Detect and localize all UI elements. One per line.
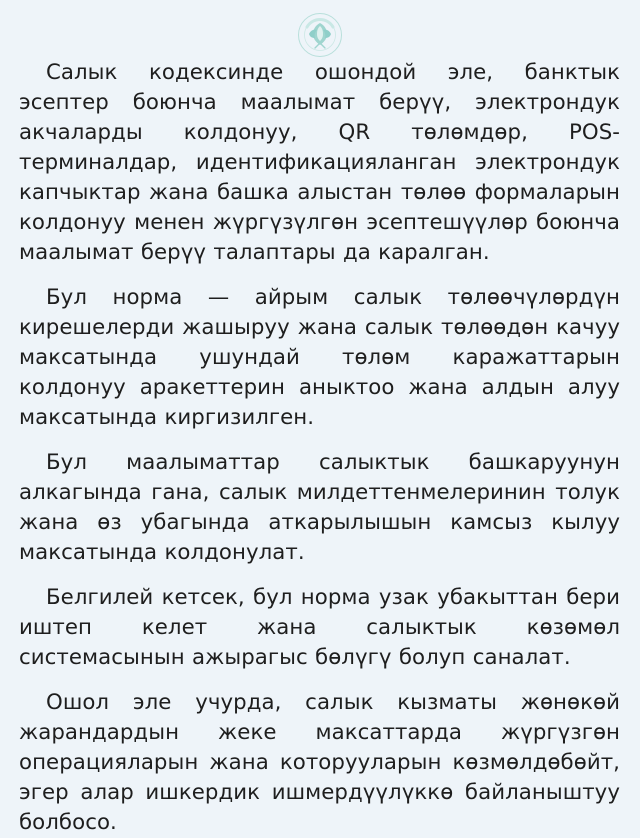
paragraph-3: Бул маалыматтар салыктык башкаруунун алкагында гана, салык милдеттенмелеринин толук жана өз убагында аткарылышын камсыз кылуу максатында колдонулат. xyxy=(19,450,620,565)
paragraph-5: Ошол эле учурда, салык кызматы жөнөкөй жарандардын жеке максаттарда жүргүзгөн операцияларын жана которууларын көзмөлдөбөйт, эгер алар ишкердик ишмердүүлүккө байланыштуу болбосо. xyxy=(19,690,620,835)
paragraph-2: Бул норма — айрым салык төлөөчүлөрдүн кирешелерди жашыруу жана салык төлөөдөн качуу максатында ушундай төлөм каражаттарын колдонуу аракеттерин аныктоо жана алдын алуу максатында киргизилген. xyxy=(19,285,620,430)
paragraph-1: Салык кодексинде ошондой эле, банктык эсептер боюнча маалымат берүү, электрондук акчаларды колдонуу, QR төлөмдөр, POS-терминалдар, идентификацияланган электрондук капчыктар жана башка алыстан төлөө формаларын колдонуу менен жүргүзүлгөн эсептешүүлөр боюнча маалымат берүү талаптары да каралган. xyxy=(19,60,620,265)
tax-service-emblem-icon xyxy=(295,10,345,60)
paragraph-4: Белгилей кетсек, бул норма узак убакыттан бери иштеп келет жана салыктык көзөмөл системасынын ажырагыс бөлүгү болуп саналат. xyxy=(19,585,620,670)
article-body xyxy=(19,58,620,838)
